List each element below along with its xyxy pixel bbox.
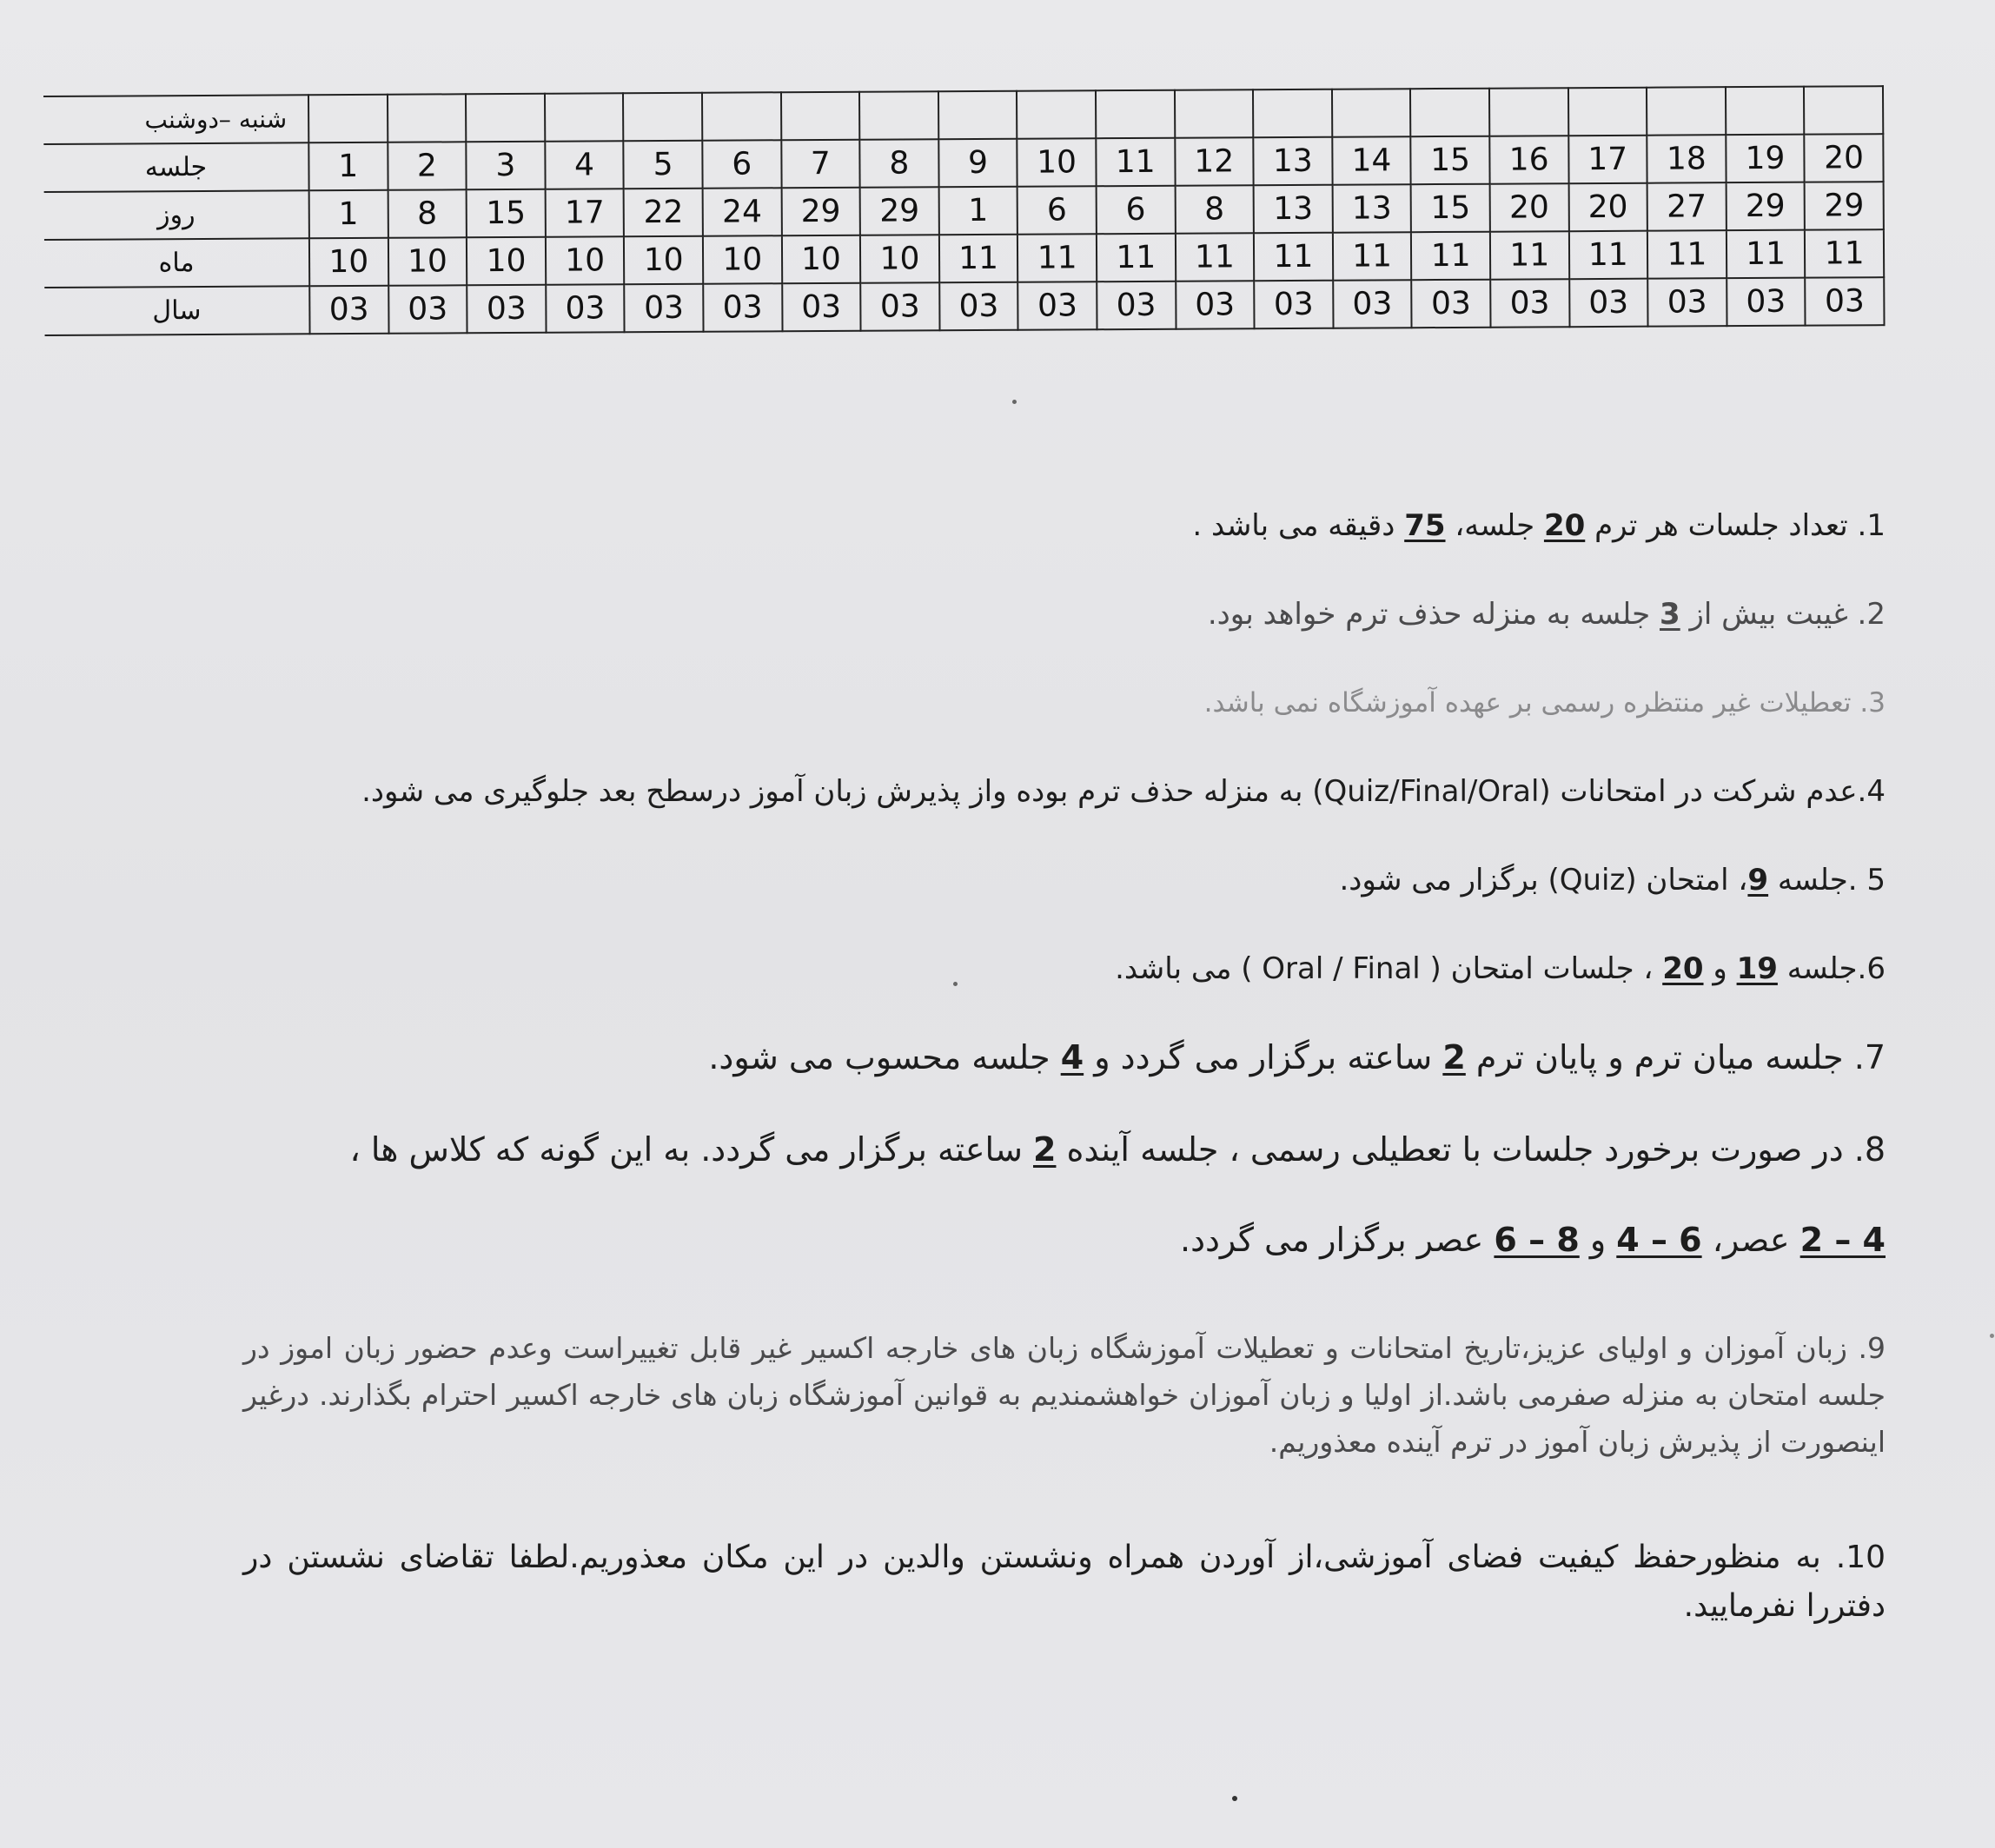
weekday-row-cell [308, 95, 388, 143]
year-row-cell: 03 [1018, 282, 1097, 330]
month-row-cell: 11 [1175, 233, 1254, 282]
day-row-cell: 15 [1411, 184, 1490, 233]
weekday-row-cell [859, 91, 938, 140]
month-row-cell: 10 [467, 237, 546, 286]
year-row-cell: 03 [388, 285, 467, 334]
session-row-cell: 10 [1017, 138, 1097, 187]
day-row-cell: 15 [467, 189, 546, 238]
rule-6-session-b: 20 [1662, 951, 1704, 986]
day-row-label: روز [44, 190, 309, 240]
rule-8: 8. در صورت برخورد جلسات با تعطیلی رسمی ، جلسه آینده 2 ساعته برگزار می گردد. به این گونه که کلاس ها ، [349, 1130, 1886, 1169]
scan-speck [1990, 1334, 1994, 1338]
day-row-cell: 29 [1805, 182, 1884, 230]
day-row-cell: 24 [703, 188, 782, 236]
year-row-cell: 03 [1490, 279, 1569, 328]
year-row-cell: 03 [1727, 278, 1806, 327]
scan-speck [1232, 1796, 1237, 1801]
month-row-cell: 11 [1805, 229, 1884, 278]
year-row-cell: 03 [1254, 281, 1333, 329]
day-row-cell: 6 [1017, 186, 1097, 235]
month-row-cell: 10 [388, 237, 467, 286]
month-row-label: ماه [44, 238, 309, 288]
rule-5-quiz: (Quiz) [1548, 863, 1637, 898]
year-row-cell: 03 [1412, 280, 1491, 328]
year-row-cell: 03 [1569, 279, 1648, 328]
rule-4: 4.عدم شرکت در امتحانات (Quiz/Final/Oral) به منزله حذف ترم بوده واز پذیرش زبان آموز درسطح بعد جلوگیری می شود. [361, 774, 1886, 809]
rule-7: 7. جلسه میان ترم و پایان ترم 2 ساعته برگزار می گردد و 4 جلسه محسوب می شود. [708, 1038, 1886, 1076]
day-row-cell: 22 [624, 189, 703, 237]
session-row-label: جلسه [43, 142, 308, 192]
session-row-cell: 4 [545, 141, 624, 189]
session-row-cell: 2 [388, 142, 467, 190]
session-row-cell: 3 [466, 142, 545, 190]
rule-5-session: 9 [1747, 863, 1769, 898]
month-row-cell: 10 [860, 235, 939, 283]
year-row-label: سال [44, 286, 309, 335]
rule-8-times: 2 – 4 عصر، 4 – 6 و 6 – 8 عصر برگزار می گردد. [1179, 1221, 1886, 1259]
year-row-cell: 03 [1333, 280, 1412, 328]
day-row-cell: 29 [1726, 182, 1805, 231]
weekday-row-cell [1332, 89, 1411, 137]
rule-6-exams: ( Oral / Final ) [1241, 951, 1442, 986]
session-row-cell: 14 [1332, 136, 1411, 185]
scan-speck [953, 982, 958, 986]
rule-6-session-a: 19 [1736, 951, 1778, 986]
session-row-cell: 6 [702, 140, 781, 189]
session-row-cell: 11 [1096, 138, 1175, 187]
rule-9: 9. زبان آموزان و اولیای عزیز،تاریخ امتحانات و تعطیلات آموزشگاه زبان های خارجه اکسیر غیر قابل تغییراست وعدم حضور زبان اموز در جلسه امتحان به منزله صفرمی باشد.از اولیا و زبان آموزان خواهشمندیم به قوانین آموزشگاه زبان های خارجه اکسیر احترام بگذارند. درغیر اینصورت از پذیرش زبان آموز در ترم آینده معذوریم. [243, 1331, 1886, 1459]
rule-2: 2. غیبت بیش از 3 جلسه به منزله حذف ترم خواهد بود. [1207, 597, 1886, 632]
session-row-cell: 18 [1647, 135, 1726, 183]
session-row-cell: 16 [1489, 136, 1568, 184]
weekday-row-cell [1017, 90, 1096, 139]
weekday-row-cell [1804, 86, 1883, 135]
rule-7-hours: 2 [1442, 1038, 1466, 1076]
month-row-cell: 10 [309, 238, 388, 287]
session-row-cell: 15 [1411, 136, 1490, 185]
rule-8-hours: 2 [1033, 1130, 1057, 1169]
weekday-row-cell [545, 93, 624, 142]
session-row-cell: 7 [781, 140, 860, 189]
month-row-cell: 10 [546, 236, 625, 285]
day-row-cell: 13 [1332, 184, 1411, 233]
session-row-cell: 9 [938, 139, 1017, 188]
year-row-cell: 03 [546, 284, 625, 333]
day-row-cell: 20 [1490, 183, 1569, 232]
rule-1: 1. تعداد جلسات هر ترم 20 جلسه، 75 دقیقه می باشد . [1192, 508, 1886, 543]
weekday-row-cell [702, 92, 781, 141]
rule-1-sessions-count: 20 [1543, 508, 1586, 543]
scan-speck [1012, 400, 1017, 404]
day-row-cell: 1 [938, 187, 1017, 235]
day-row-cell: 17 [545, 189, 624, 237]
schedule-table [43, 85, 1886, 336]
year-row-cell: 03 [939, 282, 1018, 331]
weekday-row-cell [623, 93, 702, 142]
rule-10: 10. به منظورحفظ کیفیت فضای آموزشی،از آوردن همراه ونشستن والدین در این مکان معذوریم.لطفا تقاضای نشستن در دفتررا نفرمایید. [243, 1540, 1886, 1624]
month-row-cell: 11 [1254, 233, 1333, 282]
time-slot-3: 6 – 8 [1494, 1221, 1580, 1259]
day-row-cell: 13 [1254, 185, 1333, 234]
weekday-row-cell [938, 91, 1017, 140]
weekday-row-label: شنبه –دوشنب [43, 95, 308, 144]
day-row-cell: 8 [388, 189, 467, 238]
weekday-row-cell [1489, 88, 1568, 136]
month-row-cell: 11 [1411, 232, 1490, 281]
rule-7-sessions: 4 [1060, 1038, 1084, 1076]
month-row-cell: 11 [1097, 234, 1176, 282]
session-row-cell: 1 [308, 142, 388, 191]
weekday-row-cell [781, 92, 860, 141]
day-row-cell: 6 [1097, 186, 1176, 235]
rule-5: 5 .جلسه 9، امتحان (Quiz) برگزار می شود. [1339, 863, 1886, 898]
month-row-cell: 11 [939, 235, 1018, 283]
day-row-cell: 1 [309, 190, 388, 239]
year-row-cell: 03 [625, 284, 704, 333]
year-row-cell: 03 [1647, 278, 1727, 327]
session-schedule [43, 85, 1886, 336]
day-row-cell: 29 [781, 188, 860, 236]
weekday-row-cell [1726, 87, 1805, 136]
day-row-cell: 27 [1647, 182, 1727, 231]
year-row-cell: 03 [1097, 282, 1176, 330]
month-row-cell: 11 [1490, 231, 1569, 280]
session-row-cell: 19 [1726, 135, 1805, 183]
weekday-row-cell [1647, 87, 1726, 136]
year-row-cell: 03 [467, 285, 546, 334]
month-row-cell: 11 [1333, 232, 1412, 281]
year-row-cell: 03 [1176, 281, 1255, 329]
weekday-row-cell [1175, 89, 1254, 138]
rule-4-exams: (Quiz/Final/Oral) [1312, 774, 1551, 809]
time-slot-1: 2 – 4 [1799, 1221, 1886, 1259]
weekday-row-cell [1096, 90, 1175, 139]
session-row-cell: 13 [1253, 137, 1332, 186]
month-row-cell: 11 [1647, 230, 1727, 279]
month-row-cell: 10 [781, 235, 860, 284]
day-row-cell: 8 [1175, 185, 1254, 234]
year-row-cell: 03 [1805, 277, 1884, 326]
session-row-cell: 20 [1805, 134, 1884, 182]
rule-2-absences: 3 [1660, 597, 1680, 632]
day-row-cell: 29 [860, 187, 939, 235]
time-slot-2: 4 – 6 [1616, 1221, 1702, 1259]
month-row-cell: 11 [1727, 230, 1806, 279]
year-row-cell: 03 [860, 282, 939, 331]
day-row-cell: 20 [1568, 183, 1647, 232]
rule-1-minutes: 75 [1404, 508, 1446, 543]
month-row-cell: 11 [1017, 234, 1097, 282]
session-row-cell: 12 [1175, 137, 1254, 186]
year-row-cell: 03 [309, 286, 388, 334]
month-row-cell: 10 [624, 236, 703, 285]
year-row-cell: 03 [703, 283, 782, 332]
weekday-row-cell [1253, 89, 1332, 138]
session-row-cell: 5 [624, 141, 703, 189]
rule-3: 3. تعطیلات غیر منتظره رسمی بر عهده آموزشگاه نمی باشد. [1203, 687, 1886, 719]
session-row-cell: 17 [1568, 136, 1647, 184]
weekday-row-cell [1410, 89, 1489, 137]
weekday-row-cell [1568, 88, 1647, 136]
year-row-cell: 03 [782, 283, 861, 332]
weekday-row-cell [388, 94, 467, 142]
weekday-row-cell [466, 94, 545, 142]
rule-6: 6.جلسه 19 و 20 ، جلسات امتحان ( Oral / Final ) می باشد. [1115, 951, 1886, 986]
year-row [44, 277, 1884, 335]
month-row-cell: 11 [1568, 231, 1647, 280]
session-row-cell: 8 [859, 139, 938, 188]
month-row-cell: 10 [703, 235, 782, 284]
